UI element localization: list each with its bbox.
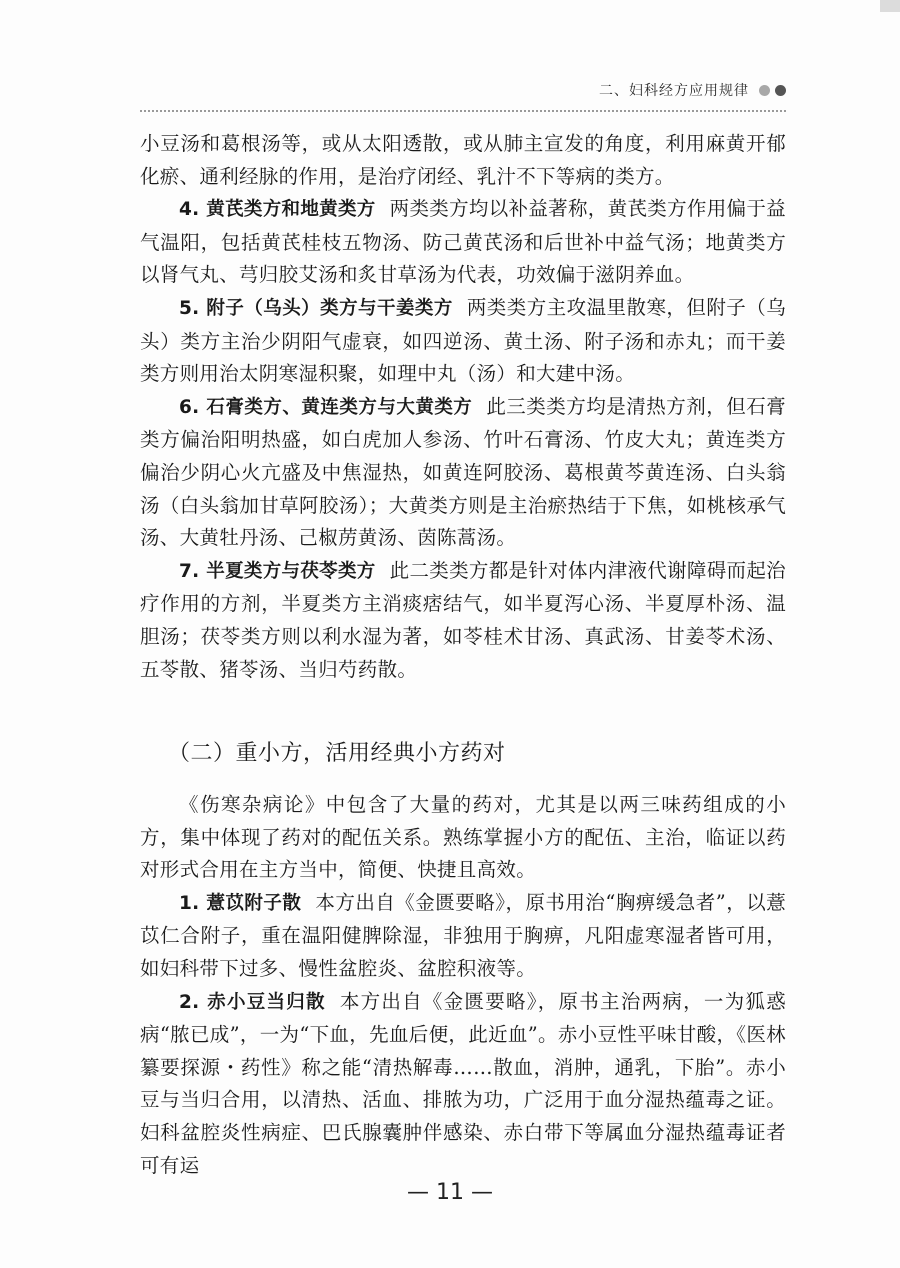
dark-dot-icon	[775, 85, 786, 96]
running-header	[140, 78, 786, 102]
header-dots-icon	[759, 85, 786, 96]
page-corner-mark	[880, 0, 900, 12]
item-6-body: 此三类类方均是清热方剂，但石膏类方偏治阳明热盛，如白虎加人参汤、竹叶石膏汤、竹皮大丸；黄连类方偏治少阴心火亢盛及中焦湿热，如黄连阿胶汤、葛根黄芩黄连汤、白头翁汤（白头翁加甘草阿胶汤）；大黄类方则是主治瘀热结于下焦，如桃核承气汤、大黄牡丹汤、己椒苈黄汤、茵陈蒿汤。	[140, 394, 786, 550]
item-7-heading: 7. 半夏类方与茯苓类方	[179, 560, 376, 582]
item-7-body: 此二类类方都是针对体内津液代谢障碍而起治疗作用的方剂，半夏类方主消痰痞结气，如半夏泻心汤、半夏厚朴汤、温胆汤；茯苓类方则以利水湿为著，如苓桂术甘汤、真武汤、甘姜苓术汤、五苓散、猪苓汤、当归芍药散。	[140, 558, 786, 681]
item-6-heading: 6. 石膏类方、黄连类方与大黄类方	[179, 396, 473, 418]
item-4-heading: 4. 黄芪类方和地黄类方	[179, 199, 376, 221]
formula-2-body: 本方出自《金匮要略》，原书主治两病，一为狐惑病“脓已成”，一为“下血，先血后便，此近血”。赤小豆性平味甘酸，《医林纂要探源・药性》称之能“清热解毒……散血，消肿，通乳，下胎”。赤小豆与当归合用，以清热、活血、排脓为功，广泛用于血分湿热蕴毒之证。妇科盆腔炎性病症、巴氏腺囊肿伴感染、赤白带下等属血分湿热蕴毒证者可有运	[140, 989, 786, 1177]
paragraph-item-6	[140, 391, 786, 555]
running-header-title: 二、妇科经方应用规律	[599, 83, 749, 99]
paragraph-formula-1	[140, 887, 786, 986]
page-body	[140, 128, 786, 1182]
item-5-heading: 5. 附子（乌头）类方与干姜类方	[179, 297, 453, 319]
formula-2-heading: 2. 赤小豆当归散	[179, 991, 326, 1013]
grey-dot-icon	[759, 85, 770, 96]
page-number: — 11 —	[407, 1180, 493, 1205]
paragraph-formula-2	[140, 986, 786, 1183]
item-5-body: 两类类方主攻温里散寒，但附子（乌头）类方主治少阴阳气虚衰，如四逆汤、黄土汤、附子汤和赤丸；而干姜类方则用治太阴寒湿积聚，如理中丸（汤）和大建中汤。	[140, 295, 786, 386]
formula-1-body: 本方出自《金匮要略》，原书用治“胸痹缓急者”，以薏苡仁合附子，重在温阳健脾除湿，非独用于胸痹，凡阳虚寒湿者皆可用，如妇科带下过多、慢性盆腔炎、盆腔积液等。	[140, 890, 786, 981]
item-4-body: 两类类方均以补益著称，黄芪类方作用偏于益气温阳，包括黄芪桂枝五物汤、防己黄芪汤和后世补中益气汤；地黄类方以肾气丸、芎归胶艾汤和炙甘草汤为代表，功效偏于滋阴养血。	[140, 197, 786, 287]
paragraph-section-intro: 《伤寒杂病论》中包含了大量的药对，尤其是以两三味药组成的小方，集中体现了药对的配伍关系。熟练掌握小方的配伍、主治，临证以药对形式合用在主方当中，简便、快捷且高效。	[140, 793, 786, 882]
paragraph-item-5	[140, 292, 786, 391]
paragraph-continuation: 小豆汤和葛根汤等，或从太阳透散，或从肺主宣发的角度，利用麻黄开郁化瘀、通利经脉的作用，是治疗闭经、乳汁不下等病的类方。	[140, 132, 786, 188]
section-heading: （二）重小方，活用经典小方药对	[168, 741, 506, 767]
formula-1-heading: 1. 薏苡附子散	[179, 892, 302, 914]
paragraph-item-7	[140, 555, 786, 686]
paragraph-item-4	[140, 193, 786, 292]
header-divider	[140, 110, 786, 112]
